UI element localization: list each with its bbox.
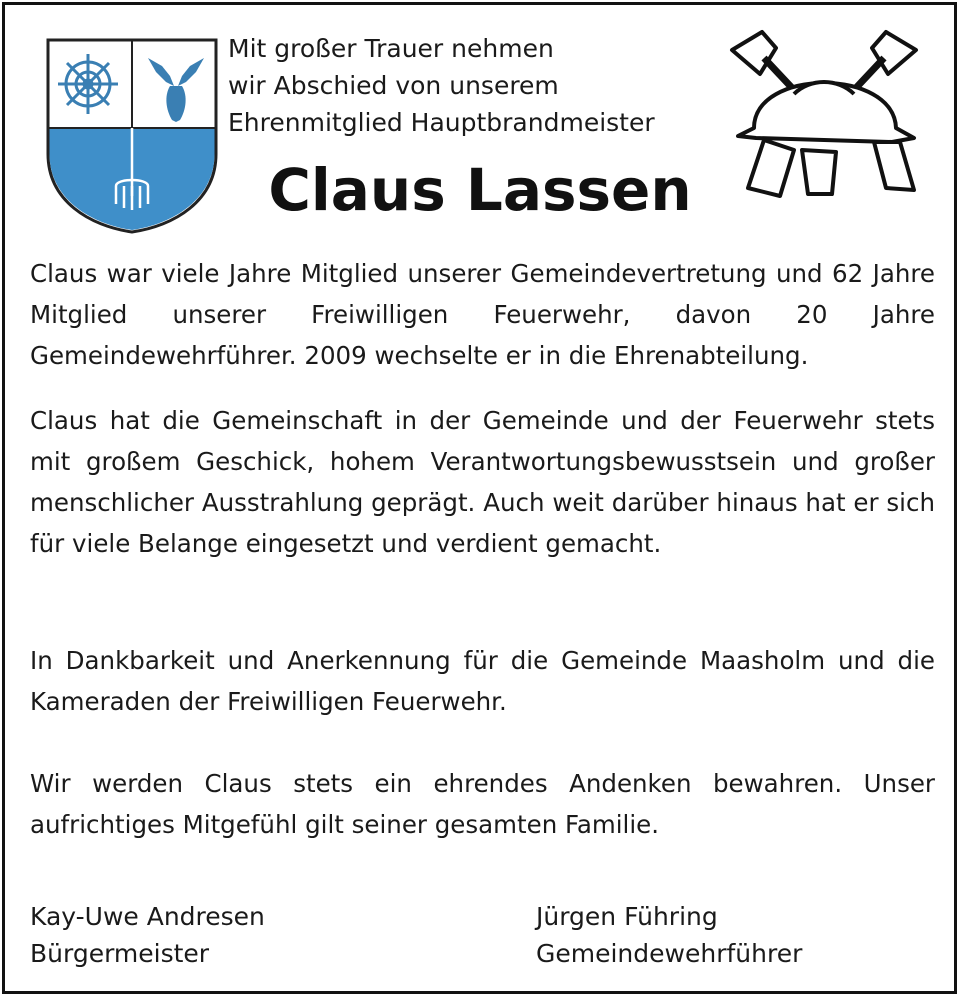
coat-of-arms-icon [44,36,220,236]
paragraph-condolence: Wir werden Claus stets ein ehrendes Andenken bewahren. Unser aufrichtiges Mitgefühl gilt seiner gesamten Familie. [30,769,935,839]
signature-title: Gemeindewehrführer [536,939,803,968]
paragraph-gratitude: In Dankbarkeit und Anerkennung für die Gemeinde Maasholm und die Kameraden der Freiwilligen Feuerwehr. [30,646,935,716]
intro-line: Mit großer Trauer nehmen [228,34,554,63]
deceased-name: Claus Lassen [268,156,692,224]
signature-mayor [30,898,265,972]
signature-fire-chief [536,898,802,972]
paragraph-career: Claus war viele Jahre Mitglied unserer Gemeindevertretung und 62 Jahre Mitglied unserer Freiwilligen Feuerwehr, davon 20 Jahre Gemeindewehrführer. 2009 wechselte er in die Ehrenabteilung. [30,259,935,370]
intro-line: wir Abschied von unserem [228,71,559,100]
fire-helmet-icon [724,28,924,204]
intro-text [228,30,748,141]
signature-name: Jürgen Führing [536,902,718,931]
signature-title: Bürgermeister [30,939,210,968]
paragraph-tribute: Claus hat die Gemeinschaft in der Gemeinde und der Feuerwehr stets mit großem Geschick, hohem Verantwortungsbewusstsein und großer menschlicher Ausstrahlung geprägt. Auch weit darüber hinaus hat er sich für viele Belange eingesetzt und verdient gemacht. [30,406,935,558]
intro-line: Ehrenmitglied Hauptbrandmeister [228,108,655,137]
signature-name: Kay-Uwe Andresen [30,902,265,931]
